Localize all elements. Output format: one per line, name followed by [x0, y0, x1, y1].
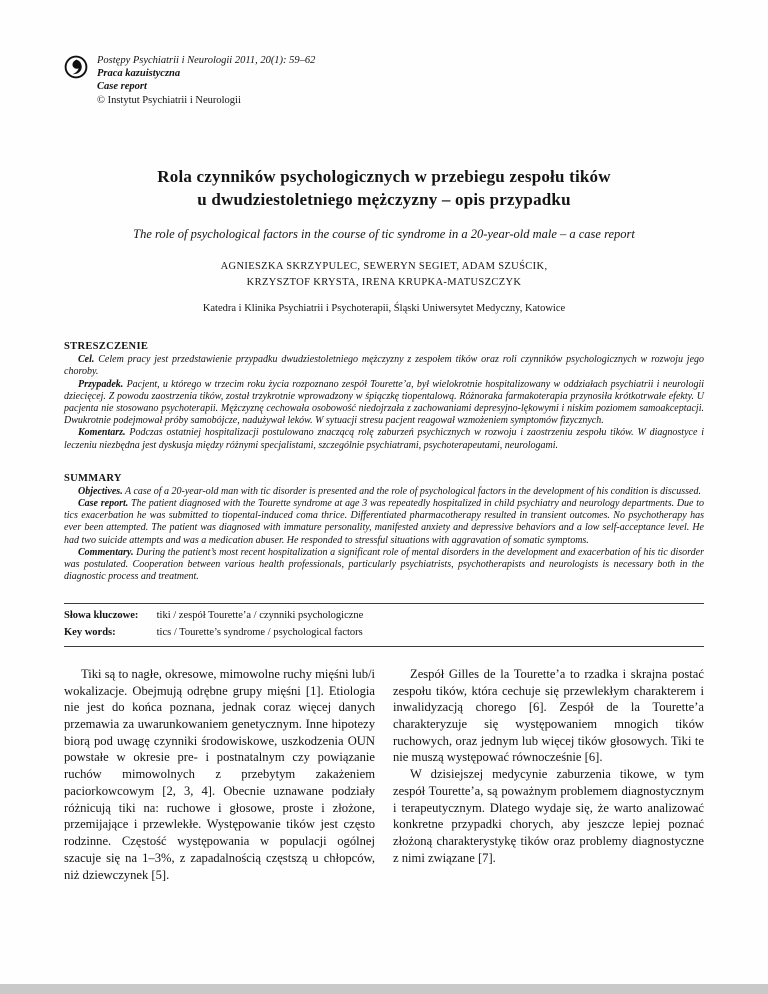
- abstract-en-heading: SUMMARY: [64, 472, 122, 484]
- paragraph-text: The patient diagnosed with the Tourette syndrome at age 3 was repeatedly hospitalized in child psychiatry and neurology departments. Due to tics exacerbation he was submitted to tiopental-induced coma thrice. Differentiated pharmacotherapy resulted in transient outcomes. No psychotherapy has ever been attempted. The patient was diagnosed with immature personality, manifested anxiety and depressive behaviors and a low self-acceptance level. He had two suicide attempts and was a medication abuser. He responded to stressful situations with aggravation of somatic symptoms.: [64, 497, 705, 546]
- body-column-left: [64, 666, 375, 884]
- scan-edge-artifact: [0, 984, 768, 994]
- abstract-en-case-report: [64, 498, 704, 547]
- journal-logo-icon: [64, 55, 88, 79]
- paragraph-label: Przypadek.: [78, 378, 124, 390]
- keywords-block: [64, 603, 704, 647]
- article-type-pl: Praca kazuistyczna: [97, 68, 181, 80]
- journal-citation: Postępy Psychiatrii i Neurologii 2011, 20(1): 59–62: [97, 55, 316, 66]
- paragraph-label: Objectives.: [78, 485, 123, 497]
- paragraph-text: During the patient’s most recent hospitalization a significant role of mental disorders in the development and exacerbation of his tic disorder was postulated. Cooperation between various health professionals, particularly psychiatrists, psychotherapists and neurologists is necessary both in the diagnostic process and treatment.: [64, 546, 704, 583]
- keywords-en-value: tics / Tourette’s syndrome / psychological factors: [156, 626, 363, 638]
- authors-line-2: KRZYSZTOF KRYSTA, IRENA KRUPKA-MATUSZCZYK: [246, 276, 522, 288]
- title-pl-line-2: u dwudziestoletniego mężczyzny – opis przypadku: [197, 190, 571, 210]
- paragraph-text: Celem pracy jest przedstawienie przypadku dwudziestoletniego mężczyzny z zespołem tików oraz roli czynników psychologicznych w rozwoju jego choroby.: [64, 354, 705, 378]
- author-list: [64, 259, 704, 291]
- abstract-pl-cel: [64, 354, 704, 378]
- abstract-pl-przypadek: [64, 379, 704, 428]
- abstract-en-commentary: [64, 547, 704, 584]
- article-body: [64, 666, 704, 884]
- keywords-pl-row: [64, 608, 704, 624]
- body-paragraph-3: W dzisiejszej medycynie zaburzenia tikowe, w tym zespół Tourette’a, są poważnym problemem diagnostycznym i terapeutycznym. Dlatego wydaje się, że warto analizować konkretne przypadki chorych, aby jeszcze lepiej poznać złożoną charakterystykę tików oraz problemy diagnostyczne z nimi związane [7].: [393, 767, 704, 865]
- body-paragraph-1: Tiki są to nagłe, okresowe, mimowolne ruchy mięśni lub/i wokalizacje. Obejmują odrębne grupy mięśni [1]. Etiologia nie jest do końca poznana, jednak coraz więcej danych przemawia za uwarunkowaniem genetycznym. Inne hipotezy biorą pod uwagę czynniki środowiskowe, uszkodzenia OUN powstałe w okresie pre- i postnatalnym czy powiązanie ruchów mimowolnych z przebytym zakażeniem paciorkowcowym [2, 3, 4]. Obecnie uznawane podziały różnicują tiki na: ruchowe i głosowe, proste i złożone, przemijające i przewlekłe. Występowanie tików jest często rodzinne. Częstość występowania w populacji ogólnej szacuje się na 1–3%, z zapadalnością częstszą u chłopców, niż dziewczynek [5].: [64, 666, 375, 882]
- abstract-pl-komentarz: [64, 427, 704, 451]
- paragraph-text: Pacjent, u którego w trzecim roku życia rozpoznano zespół Tourette’a, był wielokrotnie hospitalizowany w oddziałach psychiatrii i neurologii dziecięcej. Z powodu zaostrzenia tików, został trzykrotnie wprowadzony w śpiączkę tiopentalową. Różnoraka farmakoterapia przynosiła krótkotrwałe efekty. U pacjenta nie stosowano psychoterapii. Mężczyznę cechowała osobowość niedojrzała z zachowaniami depresyjno-lękowymi i niskim poziomem samoakceptacji. Dwukrotnie podejmował próby samobójcze, nadużywał leków. W sytuacji stresu pacjent reagował wzmożeniem symptomów fizycznych.: [64, 378, 705, 427]
- abstract-pl-heading: STRESZCZENIE: [64, 341, 149, 353]
- keywords-pl-label: Słowa kluczowe:: [64, 610, 139, 622]
- paragraph-label: Case report.: [78, 497, 129, 509]
- body-paragraph-2: Zespół Gilles de la Tourette’a to rzadka i skrajna postać zespołu tików, która cechuje się przewlekłym charakterem i inwalidyzacją chorego [6]. Zespół de la Tourette’a charakteryzuje się występowaniem mnogich tików ruchowych, oraz jednym lub więcej tików głosowych. Tiki te nie muszą występować równocześnie [6].: [393, 666, 704, 765]
- journal-masthead: [64, 54, 704, 107]
- article-type-en: Case report: [97, 81, 147, 93]
- keywords-en-label: Key words:: [64, 626, 116, 638]
- article-title-en: The role of psychological factors in the course of tic syndrome in a 20-year-old male – a case report: [133, 226, 635, 241]
- copyright-notice: © Instytut Psychiatrii i Neurologii: [97, 94, 241, 106]
- paragraph-label: Commentary.: [78, 546, 134, 558]
- keywords-pl-value: tiki / zespół Tourette’a / czynniki psychologiczne: [156, 610, 364, 622]
- paragraph-text: Podczas ostatniej hospitalizacji postulowano znaczącą rolę zaburzeń psychicznych w rozwoju i zaostrzeniu zespołu tików. W diagnostyce i leczeniu niezbędna jest dyskusja między różnymi specjalistami, szczególnie psychiatrami, psychoterapeutami, neurologami.: [64, 427, 704, 451]
- keywords-en-row: [64, 625, 704, 641]
- abstract-en-objectives: [64, 486, 704, 498]
- masthead-text: [97, 54, 315, 107]
- body-column-right: [393, 666, 704, 884]
- title-pl-line-1: Rola czynników psychologicznych w przebiegu zespołu tików: [157, 166, 611, 186]
- affiliation-line: Katedra i Klinika Psychiatrii i Psychoterapii, Śląski Uniwersytet Medyczny, Katowice: [202, 303, 566, 315]
- paragraph-label: Cel.: [78, 354, 95, 366]
- authors-line-1: AGNIESZKA SKRZYPULEC, SEWERYN SEGIET, ADAM SZUŚCIK,: [220, 260, 548, 272]
- paragraph-label: Komentarz.: [78, 427, 126, 439]
- paragraph-text: A case of a 20-year-old man with tic disorder is presented and the role of psychological factors in the development of his condition is discussed.: [125, 485, 701, 497]
- abstract-polish: [64, 341, 704, 452]
- abstract-english: [64, 473, 704, 584]
- article-title-pl: [64, 165, 704, 212]
